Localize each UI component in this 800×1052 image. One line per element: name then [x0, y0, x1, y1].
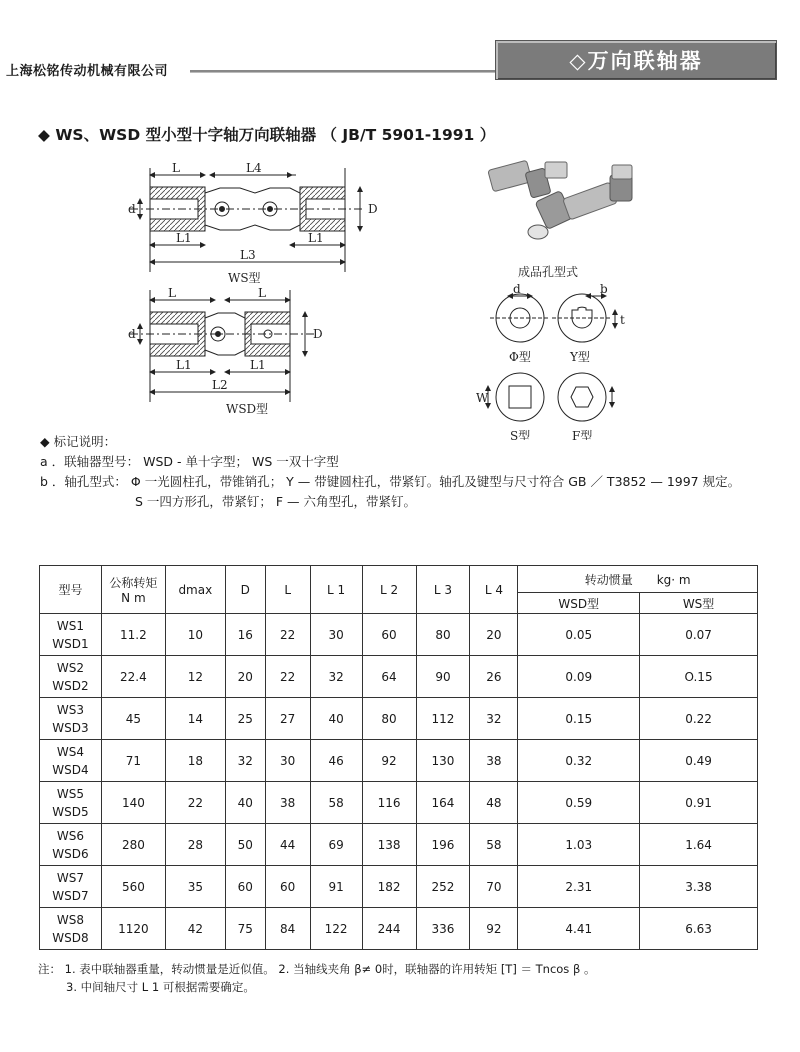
cell-L4: 58 [470, 824, 518, 866]
dim-d: d [128, 327, 136, 341]
footnote [38, 960, 595, 996]
cell-i-wsd: 0.05 [518, 614, 640, 656]
dim-d: d [513, 282, 521, 296]
model-ws: WS6 [56, 828, 85, 843]
header-L: L [265, 566, 310, 614]
header-wsd: WSD型 [518, 593, 640, 614]
cell-i-ws: 3.38 [640, 866, 758, 908]
cell-D: 50 [225, 824, 265, 866]
model-wsd: WSD6 [52, 846, 89, 861]
cell-model [40, 698, 102, 740]
cell-L2: 64 [362, 656, 416, 698]
bore-type-s: S型 [510, 429, 531, 440]
cell-L3: 252 [416, 866, 470, 908]
technical-drawings [0, 140, 800, 440]
header-inertia: 转动惯量 kg· m [518, 566, 758, 593]
cell-i-wsd: 4.41 [518, 908, 640, 950]
cell-L3: 80 [416, 614, 470, 656]
cell-L: 22 [265, 614, 310, 656]
page-title: ◆ WS、WSD 型小型十字轴万向联轴器 （ JB/T 5901-1991 ） [38, 126, 496, 144]
cell-dmax: 12 [165, 656, 225, 698]
cell-dmax: 42 [165, 908, 225, 950]
cell-i-wsd: 0.15 [518, 698, 640, 740]
product-photo [488, 160, 632, 239]
cell-model [40, 656, 102, 698]
note-b1: b ．轴孔型式： Φ 一光圆柱孔，带锥销孔； Y — 带键圆柱孔，带紧钉。轴孔及键型与尺寸符合 GB ／ T3852 — 1997 规定。 [40, 474, 741, 489]
model-wsd: WSD8 [52, 930, 89, 945]
cell-L3: 336 [416, 908, 470, 950]
cell-torque: 1120 [101, 908, 165, 950]
cell-D: 25 [225, 698, 265, 740]
cell-torque: 71 [101, 740, 165, 782]
cell-i-wsd: 0.09 [518, 656, 640, 698]
cell-D: 60 [225, 866, 265, 908]
wsd-label: WSD型 [226, 402, 269, 416]
cell-L2: 60 [362, 614, 416, 656]
cell-torque: 560 [101, 866, 165, 908]
cell-L: 38 [265, 782, 310, 824]
cell-L: 22 [265, 656, 310, 698]
dim-L: L [168, 286, 176, 300]
header-L2: L 2 [362, 566, 416, 614]
header-model: 型号 [40, 566, 102, 614]
header-dmax: dmax [165, 566, 225, 614]
company-name: 上海松铭传动机械有限公司 [6, 64, 169, 79]
dim-b: b [600, 282, 608, 296]
header-L4: L 4 [470, 566, 518, 614]
cell-i-ws: 1.64 [640, 824, 758, 866]
cell-i-wsd: 0.32 [518, 740, 640, 782]
cell-L3: 112 [416, 698, 470, 740]
header-D: D [225, 566, 265, 614]
cell-torque: 280 [101, 824, 165, 866]
cell-L1: 46 [310, 740, 362, 782]
cell-L1: 91 [310, 866, 362, 908]
cell-L3: 196 [416, 824, 470, 866]
cell-i-ws: 0.07 [640, 614, 758, 656]
header-torque-unit: N m [121, 591, 146, 605]
cell-L2: 116 [362, 782, 416, 824]
cell-L1: 58 [310, 782, 362, 824]
model-ws: WS4 [56, 744, 85, 759]
dim-d: d [128, 202, 136, 216]
cell-i-wsd: 0.59 [518, 782, 640, 824]
cell-L4: 32 [470, 698, 518, 740]
dim-L3: L3 [240, 248, 256, 262]
model-ws: WS8 [56, 912, 85, 927]
cell-L1: 40 [310, 698, 362, 740]
dim-D: D [368, 202, 378, 216]
notes-heading: ◆ 标记说明： [40, 434, 117, 449]
model-wsd: WSD7 [52, 888, 89, 903]
model-ws: WS2 [56, 660, 85, 675]
model-wsd: WSD3 [52, 720, 89, 735]
cell-torque: 45 [101, 698, 165, 740]
cell-L4: 20 [470, 614, 518, 656]
model-wsd: WSD4 [52, 762, 89, 777]
model-ws: WS3 [56, 702, 85, 717]
cell-L1: 69 [310, 824, 362, 866]
cell-torque: 11.2 [101, 614, 165, 656]
header-L1: L 1 [310, 566, 362, 614]
cell-L2: 244 [362, 908, 416, 950]
cell-L2: 80 [362, 698, 416, 740]
cell-i-ws: 0.49 [640, 740, 758, 782]
cell-model [40, 908, 102, 950]
header-ws: WS型 [640, 593, 758, 614]
cell-torque: 140 [101, 782, 165, 824]
ws-label: WS型 [228, 271, 261, 285]
cell-i-wsd: 2.31 [518, 866, 640, 908]
cell-L4: 92 [470, 908, 518, 950]
cell-D: 32 [225, 740, 265, 782]
dim-W: W [476, 391, 489, 405]
cell-model [40, 824, 102, 866]
cell-model [40, 614, 102, 656]
table-row [40, 908, 758, 950]
table-row [40, 698, 758, 740]
dim-D: D [313, 327, 323, 341]
table-row [40, 740, 758, 782]
cell-i-wsd: 1.03 [518, 824, 640, 866]
cell-L: 27 [265, 698, 310, 740]
cell-L2: 138 [362, 824, 416, 866]
model-wsd: WSD2 [52, 678, 89, 693]
cell-i-ws: O.15 [640, 656, 758, 698]
bore-title: 成品孔型式 [518, 265, 579, 279]
cell-L1: 122 [310, 908, 362, 950]
cell-dmax: 18 [165, 740, 225, 782]
bore-type-f: F型 [572, 429, 593, 440]
cell-dmax: 35 [165, 866, 225, 908]
cell-L: 30 [265, 740, 310, 782]
cell-dmax: 10 [165, 614, 225, 656]
cell-L: 60 [265, 866, 310, 908]
footnote-line1: 注： 1. 表中联轴器重量，转动惯量是近似值。 2. 当轴线夹角 β≠ 0时，联轴器的许用转矩 [T] ＝ Tncos β 。 [38, 962, 596, 976]
dim-L1: L1 [176, 358, 192, 372]
cell-L: 44 [265, 824, 310, 866]
dim-L4: L4 [246, 161, 262, 175]
table-row [40, 824, 758, 866]
spec-table [39, 565, 758, 950]
cell-D: 16 [225, 614, 265, 656]
cell-model [40, 782, 102, 824]
cell-L1: 32 [310, 656, 362, 698]
model-wsd: WSD1 [52, 636, 89, 651]
note-b2: S 一四方形孔，带紧钉； F — 六角型孔，带紧钉。 [135, 494, 417, 509]
cell-L4: 70 [470, 866, 518, 908]
cell-i-ws: 0.22 [640, 698, 758, 740]
cell-model [40, 740, 102, 782]
table-row [40, 614, 758, 656]
cell-L4: 38 [470, 740, 518, 782]
header-torque-label: 公称转矩 [109, 576, 158, 590]
bore-type-y: Y型 [570, 350, 590, 364]
cell-L3: 130 [416, 740, 470, 782]
cell-dmax: 28 [165, 824, 225, 866]
dim-t: t [620, 313, 625, 327]
footnote-line2: 3. 中间轴尺寸 L 1 可根据需要确定。 [66, 980, 255, 994]
header-torque [101, 566, 165, 614]
model-wsd: WSD5 [52, 804, 89, 819]
model-ws: WS1 [56, 618, 85, 633]
cell-L4: 26 [470, 656, 518, 698]
cell-L2: 182 [362, 866, 416, 908]
note-a: a ．联轴器型号： WSD - 单十字型； WS 一双十字型 [40, 454, 339, 469]
cell-i-ws: 6.63 [640, 908, 758, 950]
dim-L: L [172, 161, 180, 175]
cell-dmax: 22 [165, 782, 225, 824]
dim-L1: L1 [250, 358, 266, 372]
dim-L1: L1 [176, 231, 192, 245]
cell-D: 40 [225, 782, 265, 824]
cell-i-ws: 0.91 [640, 782, 758, 824]
table-row [40, 782, 758, 824]
cell-D: 75 [225, 908, 265, 950]
dim-L2: L2 [212, 378, 228, 392]
cell-D: 20 [225, 656, 265, 698]
model-ws: WS7 [56, 870, 85, 885]
cell-L: 84 [265, 908, 310, 950]
model-ws: WS5 [56, 786, 85, 801]
section-banner: ◇万向联轴器 [495, 40, 777, 80]
marking-notes [40, 432, 740, 512]
cell-model [40, 866, 102, 908]
cell-torque: 22.4 [101, 656, 165, 698]
cell-L2: 92 [362, 740, 416, 782]
table-row [40, 656, 758, 698]
table-row [40, 866, 758, 908]
header-L3: L 3 [416, 566, 470, 614]
bore-type-phi: Φ型 [509, 350, 531, 364]
cell-L3: 164 [416, 782, 470, 824]
dim-L1: L1 [308, 231, 324, 245]
dim-L: L [258, 286, 266, 300]
cell-L4: 48 [470, 782, 518, 824]
cell-L1: 30 [310, 614, 362, 656]
cell-L3: 90 [416, 656, 470, 698]
cell-dmax: 14 [165, 698, 225, 740]
